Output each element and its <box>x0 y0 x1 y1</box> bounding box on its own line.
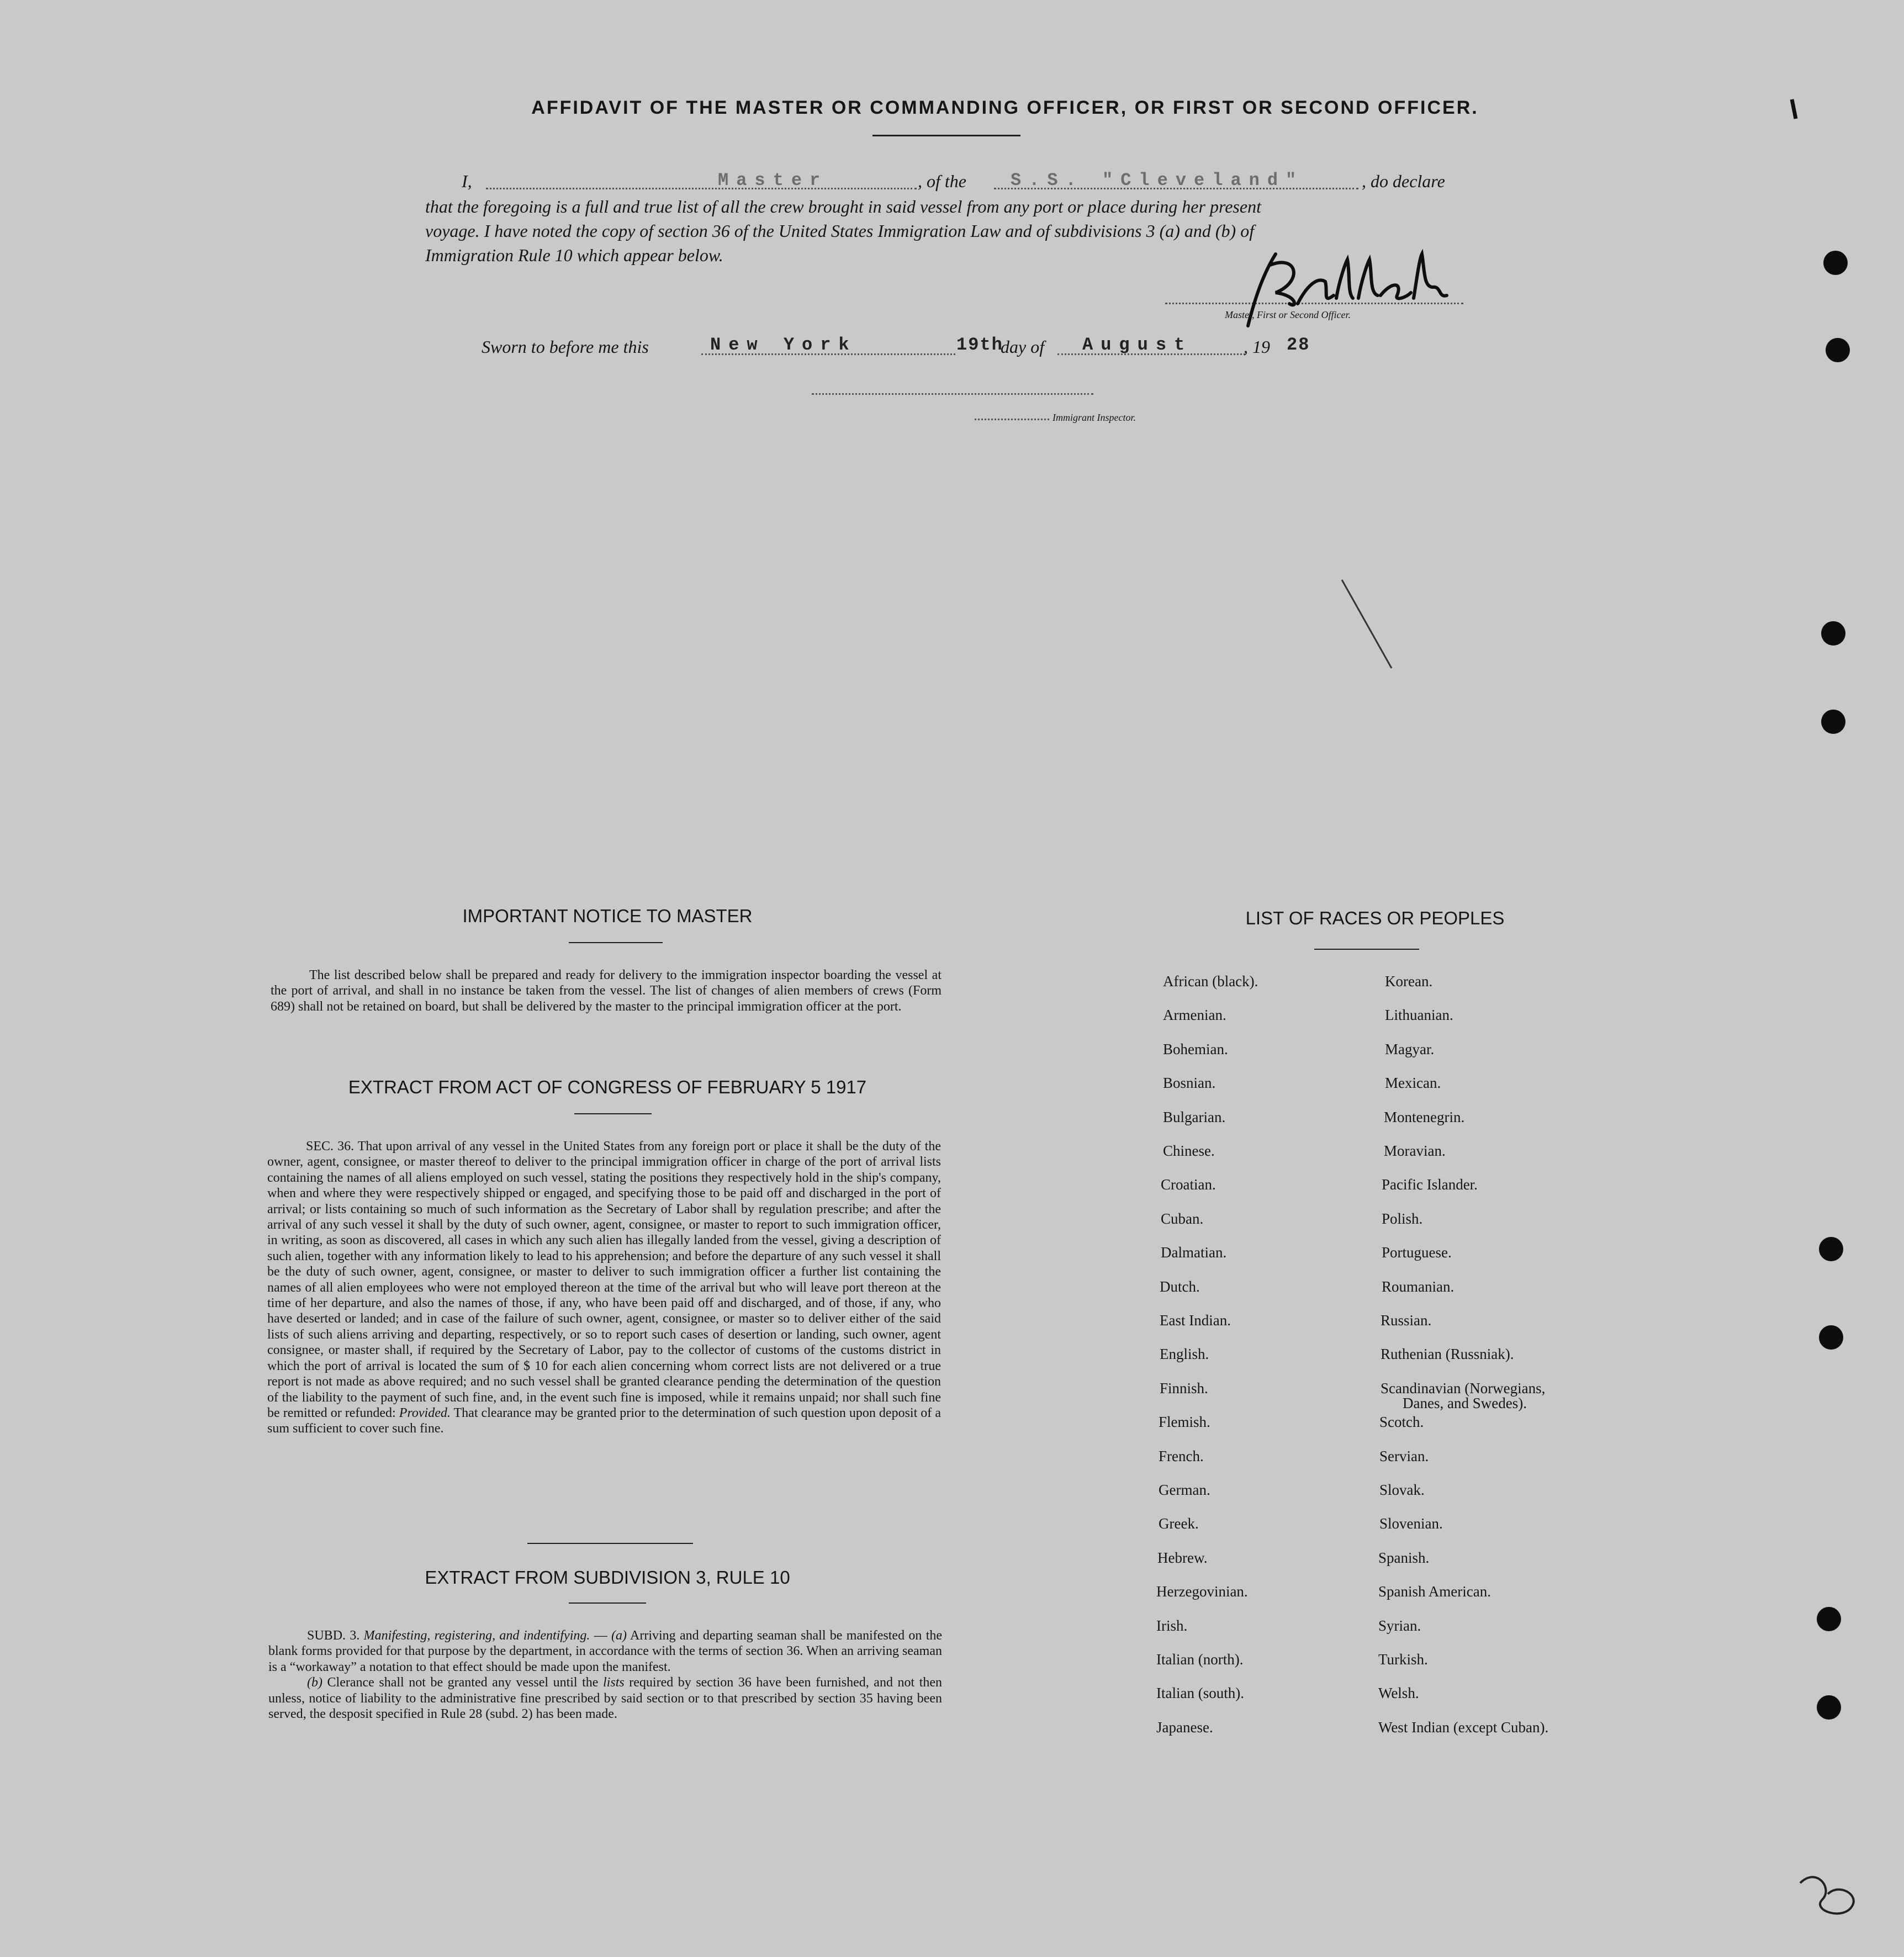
notice-rule <box>569 942 663 943</box>
subd-label: SUBD. 3. <box>307 1628 360 1643</box>
race-item: African (black). <box>1163 973 1258 990</box>
race-item: Bohemian. <box>1163 1040 1228 1057</box>
stray-pen-mark <box>1336 574 1403 674</box>
punch-hole <box>1821 621 1845 646</box>
punch-hole <box>1817 1607 1841 1631</box>
race-item: Japanese. <box>1156 1718 1213 1736</box>
race-item: Chinese. <box>1163 1143 1215 1159</box>
race-item: Greek. <box>1159 1515 1199 1532</box>
year-suffix-field: 28 <box>1287 335 1310 355</box>
race-item-continuation: Danes, and Swedes). <box>1403 1395 1527 1411</box>
races-rule <box>1314 949 1419 950</box>
race-item: Spanish. <box>1378 1549 1430 1566</box>
race-item: French. <box>1159 1447 1204 1464</box>
race-item: Cuban. <box>1161 1210 1204 1227</box>
race-item: Pacific Islander. <box>1382 1176 1478 1193</box>
inspector-caption: Immigrant Inspector. <box>1053 412 1136 423</box>
race-item: Scotch. <box>1379 1414 1424 1431</box>
race-item: Italian (south). <box>1156 1685 1244 1702</box>
signature-caption: Master, First or Second Officer. <box>1225 309 1351 320</box>
punch-hole <box>1819 1237 1843 1261</box>
corner-pencil-mark <box>1795 1866 1861 1927</box>
rank-field: Master <box>718 170 828 191</box>
notice-text <box>271 967 942 1014</box>
race-item: Korean. <box>1385 973 1433 990</box>
race-item: Welsh. <box>1378 1685 1419 1702</box>
races-title: LIST OF RACES OR PEOPLES <box>1245 908 1505 928</box>
race-item: English. <box>1160 1346 1209 1363</box>
race-item: Italian (north). <box>1156 1651 1244 1668</box>
vessel-name-field: S.S. "Cleveland" <box>1011 170 1304 191</box>
race-item: Roumanian. <box>1382 1278 1455 1295</box>
race-item: Croatian. <box>1161 1176 1216 1193</box>
extract-act-title: EXTRACT FROM ACT OF CONGRESS OF FEBRUARY 5 1917 <box>348 1077 867 1097</box>
stray-pen-mark <box>1784 94 1806 127</box>
notice-paragraph: The list described below shall be prepared and ready for delivery to the immigration inspector boarding the vessel at the port of arrival, and shall in no instance be taken from the vessel. The list of changes of alien members of crews (Form 689) shall not be retained on board, but shall be delivered by the master to the principal immigration officer at the port. <box>271 968 942 1014</box>
rank-fill-line <box>486 188 917 189</box>
race-item: Irish. <box>1156 1617 1188 1634</box>
race-item: Moravian. <box>1384 1143 1446 1159</box>
affidavit-line-4: Immigration Rule 10 which appear below. <box>425 245 723 265</box>
race-item: Polish. <box>1382 1210 1423 1227</box>
race-item: Hebrew. <box>1157 1549 1208 1566</box>
punch-hole <box>1817 1695 1841 1720</box>
extract-rule-rule <box>569 1602 646 1604</box>
sec36-text-end: That clearance may be granted prior to the determination of such question upon deposit of a sum sufficient to cover such fine. <box>267 1405 941 1436</box>
race-item: Slovenian. <box>1379 1515 1443 1532</box>
sworn-prefix: Sworn to before me this <box>482 337 649 357</box>
sec36-text: SEC. 36. That upon arrival of any vessel in the United States from any foreign port or place it shall be the duty of the owner, agent, consignee, or master thereof to deliver to the principal immigration officer in charge of the port of arrival lists containing the names of all aliens employed on such vessel, stating the positions they respectively hold in the ship's company, when and where they were respectively shipped or engaged, and specifying those to be paid off and discharged in the port of arrival; or lists containing so much of such information as the Secretary of Labor shall by regulation prescribe; and after the arrival of any such vessel it shall by the duty of such owner, agent, consignee, or master to report to such immigration officer, in writing, as soon as discovered, all cases in which any such alien has illegally landed from the vessel, giving a description of such alien, together with any information likely to lead to his apprehension; and before the departure of any such vessel it shall be the duty of such owner, agent, consignee, or master to deliver to such immigration officer a further list containing the names of all alien employees who were not employed thereon at the time of the arrival but who will leave port thereon at the time of her departure, and also the names of those, if any, who have been paid off and discharged, and of those, if any, who have deserted or landed; and in case of the failure of such owner, agent, consignee, or master so to deliver either of the said lists of such aliens arriving and departing, respectively, or so to report such cases of desertion or landing, such owner, agent consignee, or master shall, if required by the Secretary of Labor, pay to the collector of customs of the customs district in which the port of arrival is located the sum of $ 10 for each alien concerning whom correct lists are not delivered or a true report is not made as above required; and no such vessel shall be granted clearance pending the determination of the question of the liability to the payment of such fine, and, in the event such fine is imposed, while it remains unpaid; nor shall such fine be remitted or refunded: <box>267 1139 941 1420</box>
race-item: German. <box>1159 1482 1210 1498</box>
subd-b-text: Clerance shall not be granted any vessel until the <box>327 1675 599 1690</box>
inspector-lead-line <box>975 419 1049 420</box>
extract-act-rule <box>574 1113 652 1114</box>
race-item: Ruthenian (Russniak). <box>1381 1346 1514 1363</box>
race-item: Russian. <box>1381 1312 1432 1329</box>
day-of-text: day of <box>1001 337 1045 357</box>
sworn-place-field: New York <box>710 335 857 355</box>
title-rule <box>872 135 1020 136</box>
notice-title: IMPORTANT NOTICE TO MASTER <box>462 906 753 926</box>
year-prefix: , 19 <box>1244 337 1270 357</box>
do-declare-text: , do declare <box>1362 171 1445 191</box>
race-item: Portuguese. <box>1382 1244 1452 1261</box>
affidavit-line-2: that the foregoing is a full and true list of all the crew brought in said vessel from any port or place during her present <box>425 197 1261 216</box>
race-item: Slovak. <box>1379 1482 1425 1498</box>
extract-rule-text: SUBD. 3. Manifesting, registering, and indentifying. — (a) Arriving and departing seaman shall be manifested on the blank forms provided for that purpose by the department, in accordance with the terms of section 36. When an arriving seaman is a “workaway” a notation to that effect should be made upon the manifest. (b) Clerance shall not be granted any vessel until the lists required by section 36 have been furnished, and not then unless, notice of liability to the administrative fine prescribed by said section or to that prescribed by section 35 having been served, the desposit specified in Rule 28 (subd. 2) has been made. <box>268 1628 943 1722</box>
punch-hole <box>1821 710 1845 734</box>
race-item: Finnish. <box>1160 1379 1208 1397</box>
punch-hole <box>1819 1325 1843 1350</box>
punch-hole <box>1826 338 1850 362</box>
race-item: Spanish American. <box>1378 1583 1491 1600</box>
of-the-text: , of the <box>918 171 966 191</box>
affidavit-title: AFFIDAVIT OF THE MASTER OR COMMANDING OFFICER, OR FIRST OR SECOND OFFICER. <box>531 97 1479 118</box>
provided-text: Provided. <box>399 1405 451 1420</box>
race-item: Servian. <box>1379 1447 1429 1464</box>
sworn-day-field: 19th <box>956 335 1003 355</box>
race-item: Turkish. <box>1378 1651 1428 1668</box>
extract-rule-title: EXTRACT FROM SUBDIVISION 3, RULE 10 <box>425 1567 790 1588</box>
race-item: Bosnian. <box>1163 1075 1216 1092</box>
race-item: Scandinavian (Norwegians, <box>1381 1379 1546 1397</box>
sworn-month-field: August <box>1082 335 1193 355</box>
extract-act-text <box>267 1139 941 1437</box>
inspector-signature-line <box>812 393 1093 395</box>
race-item: West Indian (except Cuban). <box>1378 1718 1549 1736</box>
section-divider <box>527 1543 693 1544</box>
race-item: Lithuanian. <box>1385 1007 1453 1024</box>
subd-heading: Manifesting, registering, and indentifying. <box>363 1628 590 1643</box>
race-item: Dalmatian. <box>1161 1244 1227 1261</box>
race-item: Dutch. <box>1160 1278 1200 1295</box>
race-item: Montenegrin. <box>1384 1108 1465 1125</box>
race-item: Syrian. <box>1378 1617 1421 1634</box>
race-item: Herzegovinian. <box>1156 1583 1248 1600</box>
race-item: Armenian. <box>1163 1007 1226 1024</box>
race-item: Mexican. <box>1385 1075 1441 1092</box>
affidavit-i: I, <box>462 171 472 191</box>
race-item: Bulgarian. <box>1163 1108 1226 1125</box>
subd-a-text: Arriving and departing seaman shall be manifested on the blank forms provided for that purpose by the department, in accordance with the terms of section 36. When an arriving seaman is a “workaway” a notation to that effect should be made upon the manifest. <box>268 1628 943 1674</box>
race-item: Flemish. <box>1159 1414 1210 1431</box>
race-item: East Indian. <box>1160 1312 1231 1329</box>
affidavit-line-3: voyage. I have noted the copy of section 36 of the United States Immigration Law and of subdivisions 3 (a) and (b) of <box>425 221 1255 241</box>
punch-hole <box>1823 251 1848 275</box>
race-item: Magyar. <box>1385 1040 1435 1057</box>
